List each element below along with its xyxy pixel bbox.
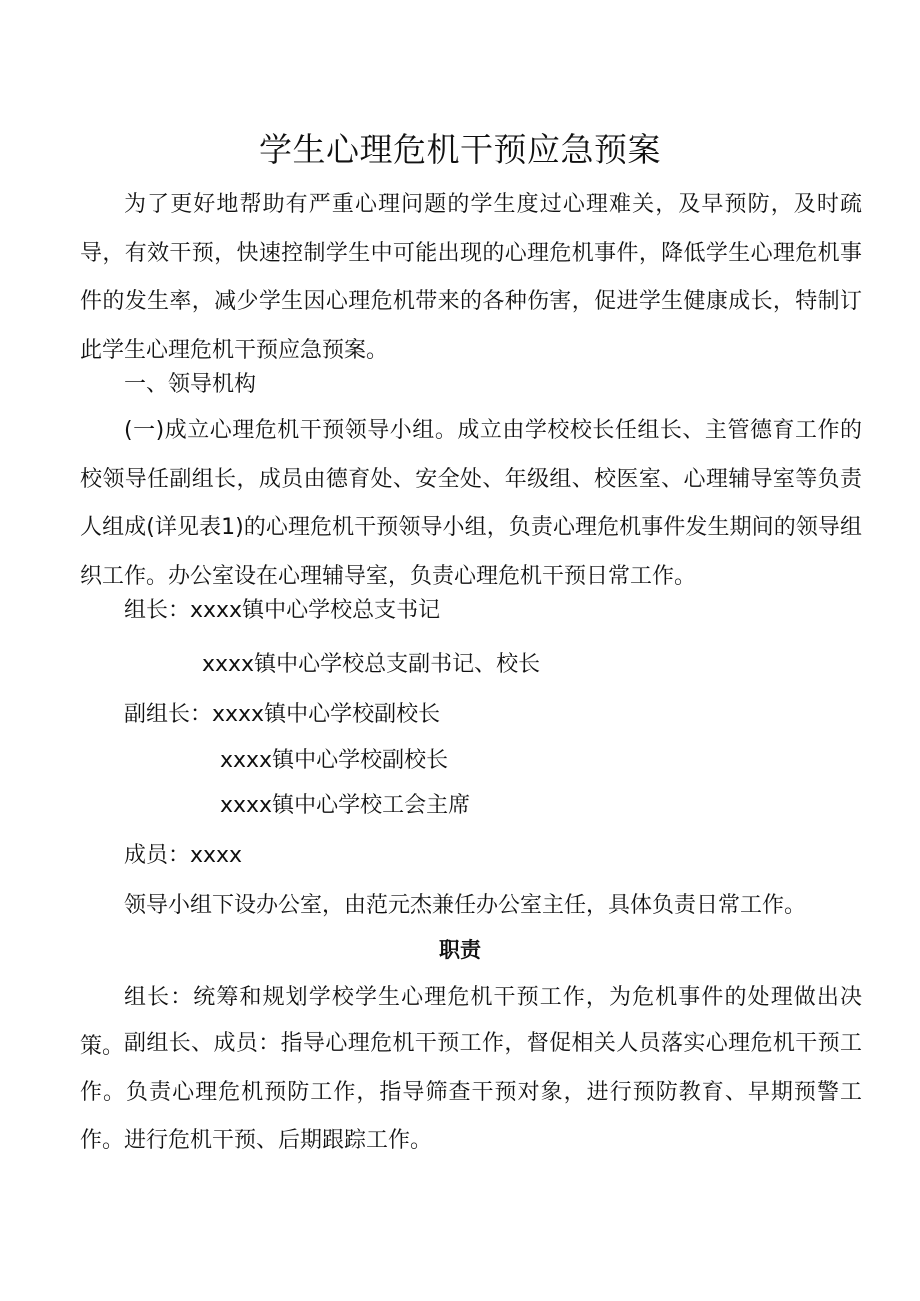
section-heading-leadership: 一、领导机构 — [124, 372, 257, 397]
vice-leader-line-3: xxxx镇中心学校工会主席 — [220, 793, 471, 818]
leader-line-2: xxxx镇中心学校总支副书记、校长 — [202, 652, 541, 677]
vice-leader-line-1: 副组长：xxxx镇中心学校副校长 — [124, 702, 441, 727]
duty-vice-paragraph: 副组长、成员：指导心理危机干预工作，督促相关人员落实心理危机干预工作。负责心理危机预防工作，指导筛查干预对象，进行预防教育、早期预警工作。进行危机干预、后期跟踪工作。 — [80, 1031, 862, 1153]
intro-paragraph: 为了更好地帮助有严重心理问题的学生度过心理难关，及早预防，及时疏导，有效干预，快速控制学生中可能出现的心理危机事件，降低学生心理危机事件的发生率，减少学生因心理危机带来的各种伤害，促进学生健康成长，特制订此学生心理危机干预应急预案。 — [80, 192, 862, 363]
leader-line-1: 组长：xxxx镇中心学校总支书记 — [124, 598, 441, 623]
duties-heading: 职责 — [439, 938, 481, 962]
members-line: 成员：xxxx — [124, 843, 243, 868]
duty-leader-paragraph: 组长：统筹和规划学校学生心理危机干预工作，为危机事件的处理做出决策。 — [80, 985, 862, 1059]
document-title: 学生心理危机干预应急预案 — [259, 130, 661, 169]
vice-leader-line-2: xxxx镇中心学校副校长 — [220, 748, 449, 773]
office-line: 领导小组下设办公室，由范元杰兼任办公室主任，具体负责日常工作。 — [124, 893, 807, 918]
leadership-group-paragraph: (一)成立心理危机干预领导小组。成立由学校校长任组长、主管德育工作的校领导任副组长，成员由德育处、安全处、年级组、校医室、心理辅导室等负责人组成(详见表1)的心理危机干预领导小组，负责心理危机事件发生期间的领导组织工作。办公室设在心理辅导室，负责心理危机干预日常工作。 — [80, 418, 862, 589]
